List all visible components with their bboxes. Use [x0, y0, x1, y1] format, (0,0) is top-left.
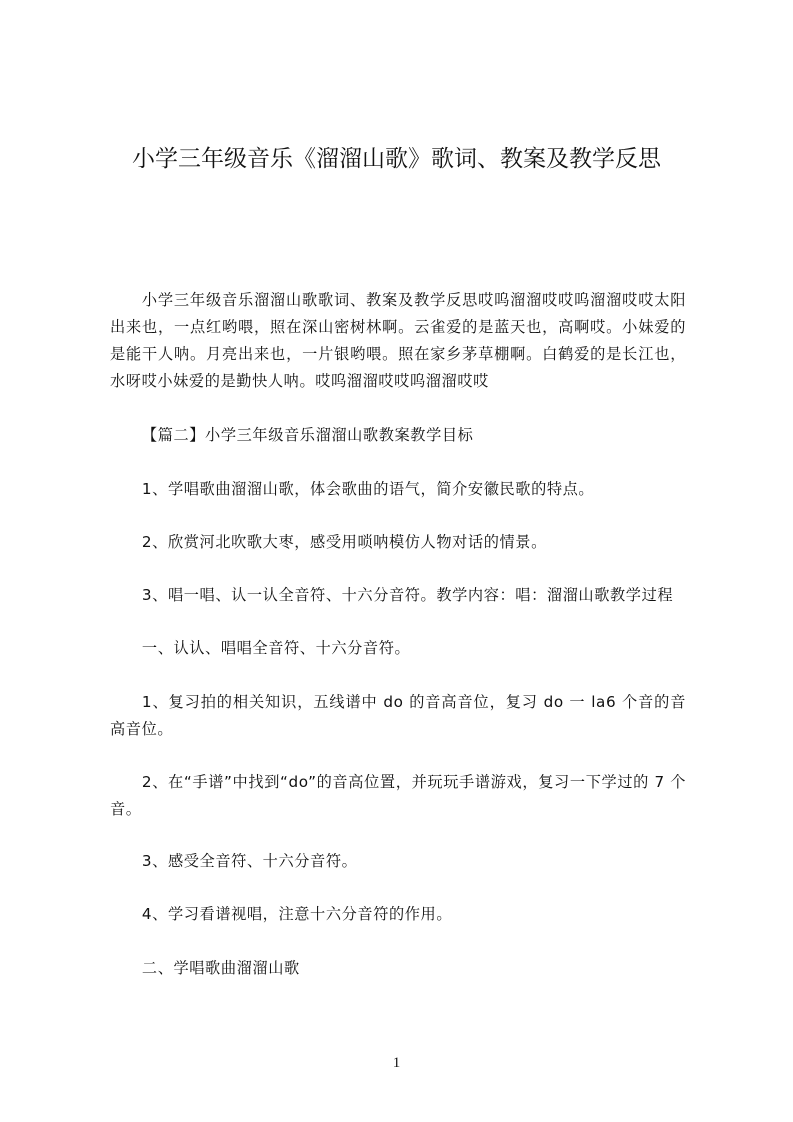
page-number: 1	[392, 1055, 401, 1071]
paragraph-step-1-2: 2、在“手谱”中找到“do”的音高位置，并玩玩手谱游戏，复习一下学过的 7 个音。	[110, 773, 686, 818]
paragraph-step-1-1: 1、复习拍的相关知识，五线谱中 do 的音高音位，复习 do 一 la6 个音的音高音位。	[110, 693, 686, 738]
paragraph-step-1-heading: 一、认认、唱唱全音符、十六分音符。	[141, 639, 411, 657]
paragraph-step-1-3: 3、感受全音符、十六分音符。	[141, 852, 358, 870]
paragraph-lyrics: 小学三年级音乐溜溜山歌歌词、教案及教学反思哎呜溜溜哎哎呜溜溜哎哎太阳出来也，一点红哟喂，照在深山密树林啊。云雀爱的是蓝天也，高啊哎。小妹爱的是能干人呐。月亮出来也，一片银哟喂。照在家乡茅草棚啊。白鹤爱的是长江也，水呀哎小妹爱的是勤快人呐。哎呜溜溜哎哎呜溜溜哎哎	[110, 291, 686, 390]
document-title: 小学三年级音乐《溜溜山歌》歌词、教案及教学反思	[132, 146, 661, 172]
paragraph-section-2-heading: 【篇二】小学三年级音乐溜溜山歌教案教学目标	[141, 426, 474, 444]
paragraph-goal-3: 3、唱一唱、认一认全音符、十六分音符。教学内容：唱：溜溜山歌教学过程	[141, 586, 674, 604]
paragraph-goal-1: 1、学唱歌曲溜溜山歌，体会歌曲的语气，简介安徽民歌的特点。	[141, 480, 595, 498]
paragraph-step-1-4: 4、学习看谱视唱，注意十六分音符的作用。	[141, 905, 453, 923]
paragraph-goal-2: 2、欣赏河北吹歌大枣，感受用唢呐模仿人物对话的情景。	[141, 533, 547, 551]
paragraph-step-2-heading: 二、学唱歌曲溜溜山歌	[141, 959, 300, 977]
